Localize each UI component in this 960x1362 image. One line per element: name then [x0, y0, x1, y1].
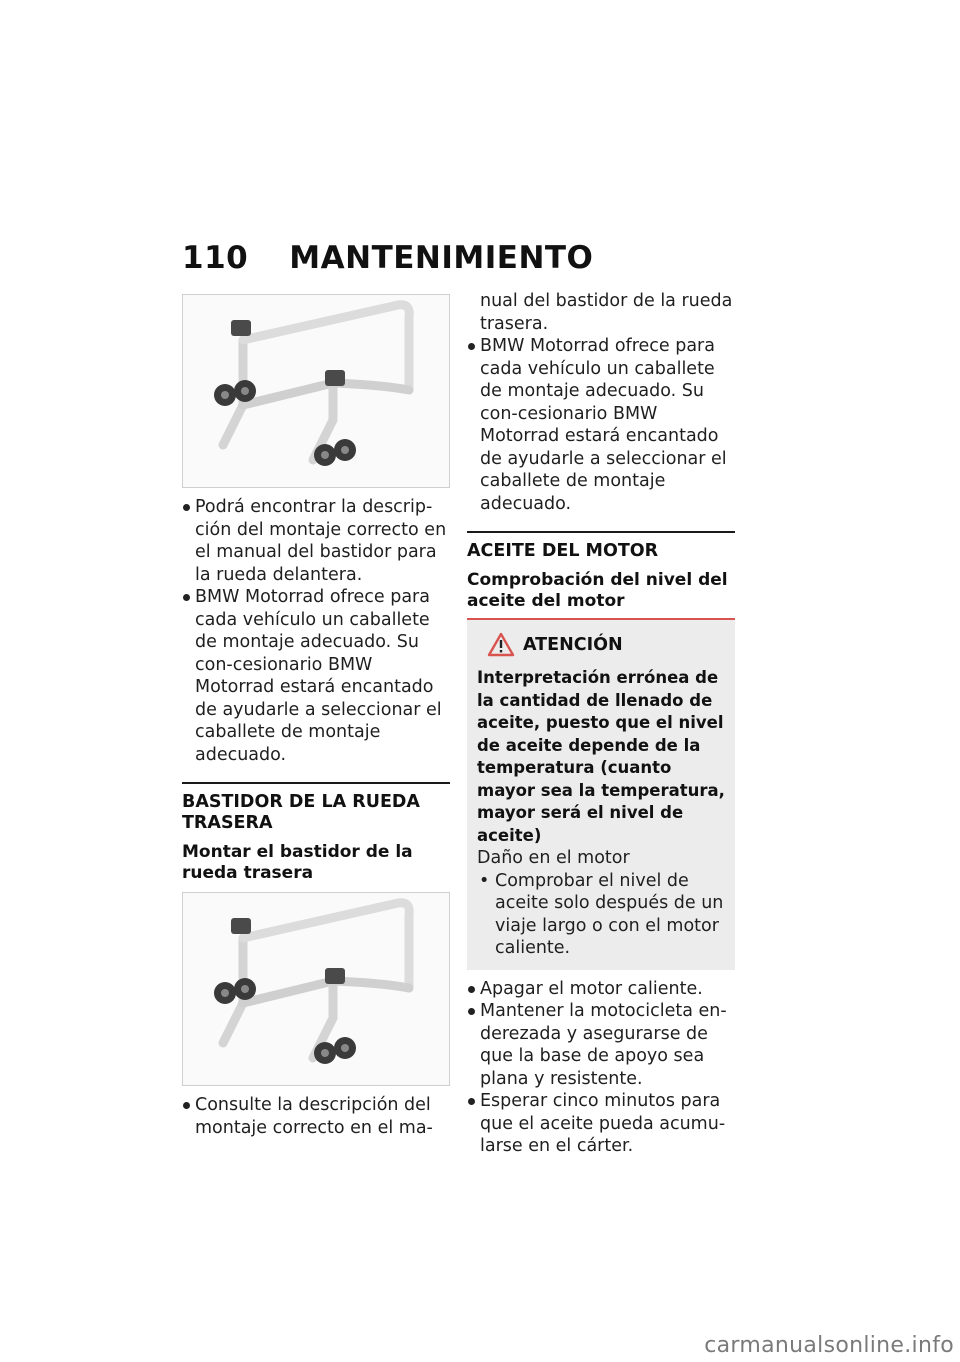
page-header	[182, 240, 593, 276]
stand-image	[183, 295, 449, 487]
section-title: ACEITE DEL MOTOR	[467, 531, 735, 562]
left-column	[182, 294, 450, 1139]
list-item: Esperar cinco minutos para que el aceite pueda acumu-larse en el cárter.	[467, 1090, 735, 1158]
stand-image	[183, 893, 449, 1085]
warning-header	[487, 632, 725, 657]
stand-illustration-1	[182, 294, 450, 488]
bullet-list	[182, 496, 450, 766]
list-item: Podrá encontrar la descrip-ción del montaje correcto en el manual del bastidor para la rueda delantera.	[182, 496, 450, 586]
warning-box	[467, 618, 735, 970]
subsection-title: Montar el bastidor de la rueda trasera	[182, 842, 413, 883]
section-title: BASTIDOR DE LA RUEDA TRASERA	[182, 782, 450, 834]
stand-illustration-2	[182, 892, 450, 1086]
warning-triangle-icon	[487, 632, 515, 657]
bullet-list	[467, 290, 735, 515]
list-item: nual del bastidor de la rueda trasera.	[480, 291, 733, 334]
warning-actions	[477, 870, 725, 960]
warning-title: ATENCIÓN	[523, 634, 623, 655]
list-item: BMW Motorrad ofrece para cada vehículo un caballete de montaje adecuado. Su con-cesionario BMW Motorrad estará encantado de ayudarle a seleccionar el caballete de montaje adecuado.	[182, 586, 450, 766]
subsection-title: Comprobación del nivel del aceite del motor	[467, 570, 728, 611]
list-item: Apagar el motor caliente.	[467, 978, 735, 1001]
list-item: Mantener la motocicleta en-derezada y asegurarse de que la base de apoyo sea plana y resistente.	[467, 1000, 735, 1090]
page-number: 110	[182, 240, 249, 276]
list-item: BMW Motorrad ofrece para cada vehículo un caballete de montaje adecuado. Su con-cesionario BMW Motorrad estará encantado de ayudarle a seleccionar el caballete de montaje adecuado.	[467, 335, 735, 515]
bullet-list	[182, 1094, 450, 1139]
warning-consequence: Daño en el motor	[477, 848, 630, 868]
list-item: Consulte la descripción del montaje correcto en el ma-	[182, 1094, 450, 1139]
bullet-list	[467, 978, 735, 1158]
right-column	[467, 290, 735, 1158]
list-item: • Comprobar el nivel de aceite solo después de un viaje largo o con el motor caliente.	[477, 870, 725, 960]
watermark: carmanualsonline.info	[704, 1333, 954, 1358]
warning-cause: Interpretación errónea de la cantidad de llenado de aceite, puesto que el nivel de aceite depende de la temperatura (cuanto mayor sea la temperatura, mayor será el nivel de aceite)	[477, 668, 725, 845]
section-name: MANTENIMIENTO	[289, 240, 594, 276]
